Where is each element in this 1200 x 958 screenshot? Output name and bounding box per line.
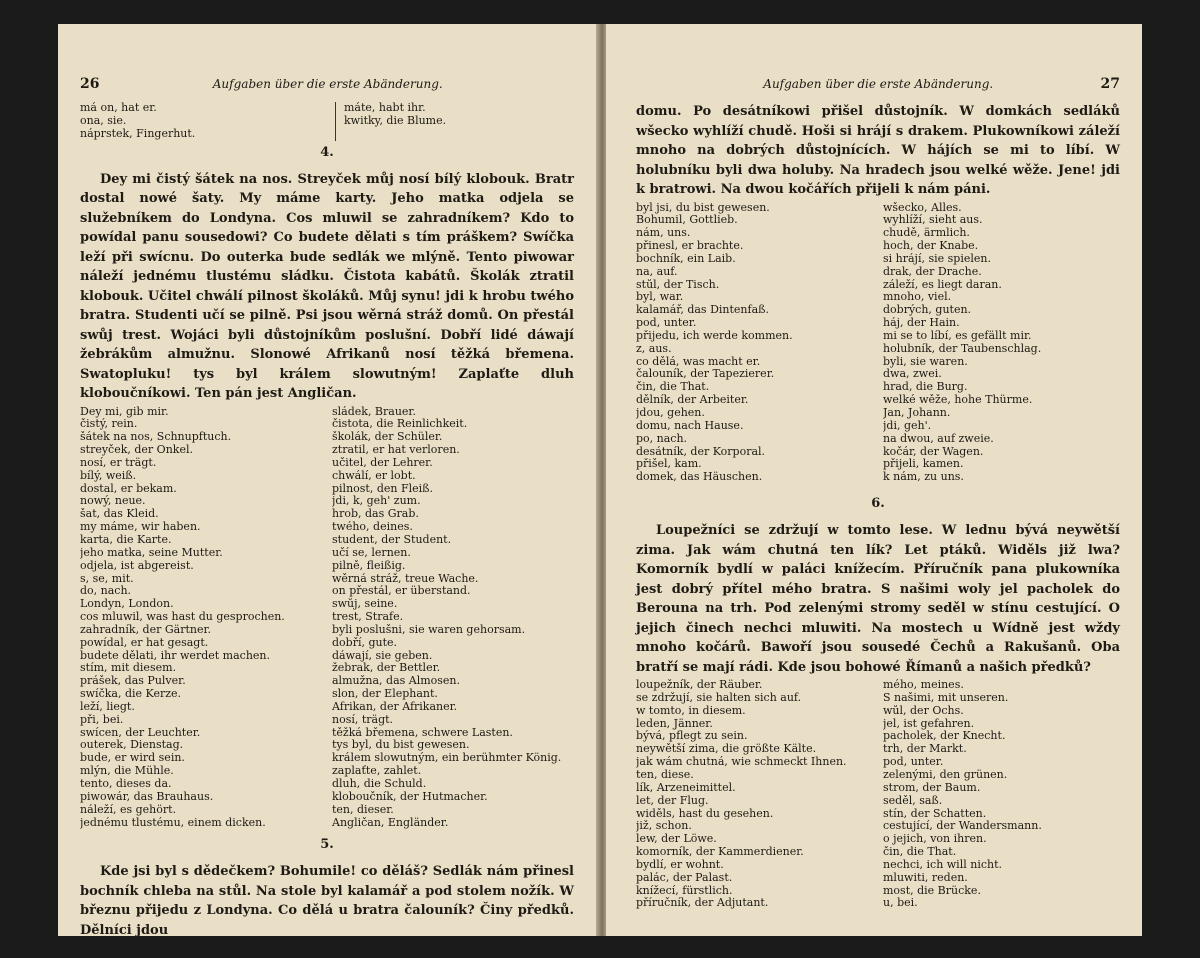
vocab-entry: student, der Student. bbox=[332, 533, 452, 546]
vocab-entry: do, nach. bbox=[80, 585, 132, 598]
vocab-entry: piwowár, das Brauhaus. bbox=[80, 790, 214, 803]
vocab-entry: přijedu, ich werde kommen. bbox=[636, 329, 793, 342]
vocab-entry: wěrná stráž, treue Wache. bbox=[332, 572, 479, 585]
vocab-entry: králem slowutným, ein berühmter König. bbox=[332, 752, 562, 765]
vocab-entry: pilně, fleißig. bbox=[332, 559, 406, 572]
vocab-entry: tys byl, du bist gewesen. bbox=[332, 739, 470, 752]
vocab-entry: tento, dieses da. bbox=[80, 778, 172, 790]
vocab-entry: nowý, neue. bbox=[80, 495, 146, 508]
exercise-text-6: Loupežníci se zdržují w tomto lese. W lednu bývá neywětší zima. Jak wám chutná ten lík? Let ptáků. Widěls již lwa? Komorník bydlí w paláci knížecím. Příručník pana plukowníka jest dobrý přítel mého bratra. S našimi woly jel pacholek do Berouna na trh. Pod zelenými stromy seděl w stínu cestující. O jejich činech nechci mluwiti. Na mostech u Wídně jest wždy mnoho kočárů. Bawoří jsou sousedé Čechů a Rakušanů. Oba bratří se mají rádi. Kde jsou bohowé Římanů a našich předků? bbox=[636, 523, 1120, 675]
vocab-entry: dělník, der Arbeiter. bbox=[636, 394, 749, 407]
vocab-entry: knížecí, fürstlich. bbox=[636, 884, 733, 897]
vocab-entry: bývá, pflegt zu sein. bbox=[636, 730, 748, 743]
vocab-entry: čin, die That. bbox=[883, 846, 957, 859]
vocab-entry: stůl, der Tisch. bbox=[636, 278, 720, 291]
vocab-4-col1 bbox=[80, 406, 322, 830]
vocab-entry: dobrých, guten. bbox=[883, 304, 972, 317]
vocab-entry: holubník, der Taubenschlag. bbox=[883, 342, 1042, 355]
vocab-entry: wšecko, Alles. bbox=[883, 201, 962, 214]
vocab-entry: kloboučník, der Hutmacher. bbox=[332, 790, 488, 803]
vocab-entry: bydlí, er wohnt. bbox=[636, 858, 724, 871]
vocab-entry: příručník, der Adjutant. bbox=[636, 897, 769, 910]
vocab-entry: dwa, zwei. bbox=[883, 368, 942, 381]
vocab-entry: dáwají, sie geben. bbox=[332, 649, 433, 662]
vocab-entry: mého, meines. bbox=[883, 679, 964, 692]
exercise-text-4: Dey mi čistý šátek na nos. Streyček můj nosí bílý klobouk. Bratr dostal nowé šaty. My máme karty. Jeho matka odjela se služebníkem do Londyna. Cos mluwil se zahradníkem? Kdo to powídal panu sousedowi? Co budete dělati s tím práškem? Swíčka leží při swícnu. Do outerka bude sedlák we mlýně. Tento piwowar náleží jednému tlustému sládku. Čistota kabátů. Školák ztratil klobouk. Učitel chwálí pilnost školáků. Můj synu! jdi k hrobu twého bratra. Studenti učí se pilně. Psi jsou wěrná stráž domů. On přestál swůj trest. Wojáci byli důstojníkům poslušní. Dobří lidé dáwají žebrákům almužnu. Slonowé Afrikanů nosí těžká břemena. Swatopluku! tys byl králem slowutným! Zaplaťte dluh kloboučníkowi. Ten pán jest Angličan. bbox=[80, 171, 574, 402]
vocab-entry: učí se, lernen. bbox=[332, 546, 411, 559]
vocab-entry: ztratil, er hat verloren. bbox=[332, 444, 460, 457]
vocab-entry: karta, die Karte. bbox=[80, 533, 172, 546]
vocab-entry: cos mluwil, was hast du gesprochen. bbox=[80, 611, 285, 624]
vocab-entry: mi se to líbí, es gefällt mir. bbox=[883, 329, 1032, 342]
vocab-entry: swícen, der Leuchter. bbox=[80, 726, 201, 739]
vocab-entry: při, bei. bbox=[80, 713, 124, 726]
vocab-entry: odjela, ist abgereist. bbox=[80, 559, 194, 572]
exercise-text-5: Kde jsi byl s dědečkem? Bohumile! co děláš? Sedlák nám přinesl bochník chleba na stůl. Na stole byl kalamář a pod stolem nožík. W březnu přijedu z Londyna. Co dělá u bratra čalouník? Činy předků. Dělníci jdou bbox=[80, 864, 574, 936]
vocab-entry: wyhlíží, sieht aus. bbox=[883, 214, 983, 227]
section-number-5: 5. bbox=[320, 837, 334, 853]
vocab-entry: čistý, rein. bbox=[80, 418, 138, 431]
vocab-entry: pilnost, den Fleiß. bbox=[332, 482, 433, 495]
vocab-entry: cestující, der Wandersmann. bbox=[883, 820, 1042, 833]
vocab-entry: chwálí, er lobt. bbox=[332, 469, 416, 482]
vocab-entry: welké wěže, hohe Thürme. bbox=[883, 394, 1033, 407]
vocab-entry: lík, Arzeneimittel. bbox=[636, 781, 736, 794]
vocab-entry: seděl, saß. bbox=[883, 794, 943, 807]
vocab-entry: on přestál, er überstand. bbox=[332, 585, 471, 598]
vocab-entry: let, der Flug. bbox=[636, 794, 709, 807]
vocab-entry: čalouník, der Tapezierer. bbox=[636, 368, 775, 381]
vocab-entry: pod, unter. bbox=[636, 317, 697, 330]
vocab-entry: s, se, mit. bbox=[80, 572, 134, 585]
vocab-entry: streyček, der Onkel. bbox=[80, 444, 193, 457]
vocab-entry: leden, Jänner. bbox=[636, 717, 713, 730]
vocab-entry: twého, deines. bbox=[332, 521, 413, 534]
vocab-entry: byli, sie waren. bbox=[883, 355, 968, 368]
vocab-entry: hoch, der Knabe. bbox=[883, 240, 979, 253]
vocab-entry: ona, sie. bbox=[80, 114, 127, 127]
vocab-entry: přišel, kam. bbox=[636, 458, 702, 471]
vocab-entry: ten, dieser. bbox=[332, 803, 394, 816]
vocab-entry: leží, liegt. bbox=[80, 700, 135, 713]
vocab-entry: lew, der Löwe. bbox=[636, 833, 717, 846]
vocab-entry: učitel, der Lehrer. bbox=[332, 456, 433, 469]
vocab-4-col2 bbox=[322, 406, 574, 830]
vocab-entry: jak wám chutná, wie schmeckt Ihnen. bbox=[636, 756, 847, 769]
right-page-body bbox=[636, 102, 1120, 910]
vocab-entry: pacholek, der Knecht. bbox=[883, 730, 1006, 743]
vocab-entry: palác, der Palast. bbox=[636, 871, 733, 884]
left-running-head bbox=[80, 76, 576, 92]
vocab-entry: Jan, Johann. bbox=[883, 407, 951, 419]
vocab-entry: drak, der Drache. bbox=[883, 265, 982, 278]
vocab-entry: náprstek, Fingerhut. bbox=[80, 127, 196, 140]
vocab-entry: záleží, es liegt daran. bbox=[883, 278, 1002, 291]
vocab-entry: dluh, die Schuld. bbox=[332, 778, 427, 790]
vocab-entry: jednému tlustému, einem dicken. bbox=[80, 816, 266, 829]
vocab-entry: slon, der Elephant. bbox=[332, 688, 438, 701]
vocab-entry: neywětší zima, die größte Kälte. bbox=[636, 743, 817, 756]
vocab-entry: kočár, der Wagen. bbox=[883, 445, 984, 458]
vocab-entry: desátník, der Korporal. bbox=[636, 445, 766, 458]
vocab-entry: jdi, k, geh' zum. bbox=[332, 495, 421, 508]
vocab-entry: nosí, er trägt. bbox=[80, 456, 157, 469]
vocab-entry: školák, der Schüler. bbox=[332, 431, 443, 444]
right-page bbox=[606, 24, 1142, 936]
vocab-entry: šátek na nos, Schnupftuch. bbox=[80, 431, 232, 444]
vocab-entry: bude, er wird sein. bbox=[80, 752, 185, 765]
exercise-text-5-continued: domu. Po desátníkowi přišel důstojník. W domkách sedláků wšecko wyhlíží chudě. Hoši si hrájí s drakem. Plukowníkowi záleží mnoho na dobrých důstojnících. W hájích se mi to líbí. W holubníku byli dwa holuby. Na hradech jsou welké wěže. Jene! jdi k bratrowi. Na dwou kočářích přijeli k nám páni. bbox=[636, 104, 1120, 197]
vocab-entry: swíčka, die Kerze. bbox=[80, 688, 182, 701]
right-running-head bbox=[636, 76, 1120, 92]
vocab-entry: má on, hat er. bbox=[80, 102, 157, 114]
vocab-entry: nechci, ich will nicht. bbox=[883, 858, 1003, 871]
vocab-entry: most, die Brücke. bbox=[883, 884, 981, 897]
vocab-entry: Bohumil, Gottlieb. bbox=[636, 214, 738, 227]
vocab-5 bbox=[636, 202, 1120, 485]
vocab-entry: Londyn, London. bbox=[80, 598, 174, 611]
vocab-entry: mnoho, viel. bbox=[883, 291, 952, 304]
vocab-entry: almužna, das Almosen. bbox=[332, 675, 461, 688]
vocab-entry: stím, mit diesem. bbox=[80, 662, 177, 675]
vocab-entry: čistota, die Reinlichkeit. bbox=[332, 418, 468, 431]
top-vocab-col2 bbox=[335, 102, 574, 141]
vocab-entry: háj, der Hain. bbox=[883, 317, 960, 330]
vocab-entry: si hrájí, sie spielen. bbox=[883, 252, 991, 265]
vocab-entry: přijeli, kamen. bbox=[883, 458, 964, 471]
vocab-entry: widěls, hast du gesehen. bbox=[636, 807, 774, 820]
vocab-entry: mlýn, die Mühle. bbox=[80, 765, 174, 778]
vocab-entry: powídal, er hat gesagt. bbox=[80, 636, 209, 649]
vocab-entry: zelenými, den grünen. bbox=[883, 768, 1008, 781]
page-number: 27 bbox=[1100, 76, 1120, 92]
vocab-entry: jel, ist gefahren. bbox=[883, 717, 975, 730]
vocab-entry: pod, unter. bbox=[883, 756, 944, 769]
vocab-entry: Afrikan, der Afrikaner. bbox=[332, 700, 458, 713]
top-vocab bbox=[80, 102, 574, 141]
section-number-6: 6. bbox=[871, 496, 885, 512]
vocab-entry: jdi, geh'. bbox=[883, 419, 932, 432]
vocab-entry: nám, uns. bbox=[636, 227, 691, 240]
vocab-entry: na dwou, auf zweie. bbox=[883, 432, 994, 445]
vocab-entry: na, auf. bbox=[636, 265, 678, 278]
vocab-entry: žebrak, der Bettler. bbox=[332, 662, 441, 675]
vocab-entry: zahradník, der Gärtner. bbox=[80, 623, 212, 636]
vocab-4 bbox=[80, 406, 574, 830]
vocab-entry: chudě, ärmlich. bbox=[883, 227, 970, 240]
vocab-entry: domek, das Häuschen. bbox=[636, 471, 763, 484]
vocab-entry: trest, Strafe. bbox=[332, 611, 404, 624]
vocab-entry: máte, habt ihr. bbox=[344, 102, 426, 114]
vocab-entry: o jejich, von ihren. bbox=[883, 833, 987, 846]
vocab-entry: přinesl, er brachte. bbox=[636, 240, 744, 253]
vocab-5-col2 bbox=[873, 202, 1120, 485]
vocab-entry: mluwiti, reden. bbox=[883, 871, 968, 884]
vocab-entry: čin, die That. bbox=[636, 381, 710, 394]
vocab-entry: Dey mi, gib mir. bbox=[80, 405, 169, 418]
vocab-entry: sládek, Brauer. bbox=[332, 405, 416, 418]
vocab-entry: po, nach. bbox=[636, 432, 688, 445]
vocab-entry: šat, das Kleid. bbox=[80, 508, 159, 521]
vocab-entry: hrad, die Burg. bbox=[883, 381, 968, 394]
vocab-entry: trh, der Markt. bbox=[883, 743, 967, 756]
vocab-entry: S našimi, mit unseren. bbox=[883, 691, 1009, 704]
vocab-entry: k nám, zu uns. bbox=[883, 471, 964, 484]
top-vocab-col1 bbox=[80, 102, 335, 141]
vocab-entry: nosí, trägt. bbox=[332, 713, 394, 726]
vocab-entry: byl, war. bbox=[636, 291, 684, 304]
vocab-6 bbox=[636, 679, 1120, 910]
vocab-entry: my máme, wir haben. bbox=[80, 521, 201, 534]
vocab-entry: Angličan, Engländer. bbox=[332, 816, 449, 829]
vocab-entry: dostal, er bekam. bbox=[80, 482, 177, 495]
vocab-entry: budete dělati, ihr werdet machen. bbox=[80, 649, 270, 662]
vocab-entry: hrob, das Grab. bbox=[332, 508, 419, 521]
vocab-entry: domu, nach Hause. bbox=[636, 419, 744, 432]
left-page-body bbox=[80, 102, 574, 936]
left-page bbox=[58, 24, 598, 936]
vocab-entry: prášek, das Pulver. bbox=[80, 675, 186, 688]
vocab-entry: zaplaťte, zahlet. bbox=[332, 765, 422, 778]
vocab-entry: jeho matka, seine Mutter. bbox=[80, 546, 223, 559]
vocab-entry: u, bei. bbox=[883, 897, 918, 910]
vocab-entry: outerek, Dienstag. bbox=[80, 739, 184, 752]
vocab-entry: byl jsi, du bist gewesen. bbox=[636, 201, 770, 214]
vocab-entry: swůj, seine. bbox=[332, 598, 398, 611]
vocab-entry: ten, diese. bbox=[636, 768, 694, 781]
vocab-6-col1 bbox=[636, 679, 873, 910]
running-title: Aufgaben über die erste Abänderung. bbox=[763, 77, 994, 91]
vocab-entry: loupežník, der Räuber. bbox=[636, 679, 763, 692]
vocab-5-col1 bbox=[636, 202, 873, 485]
vocab-entry: již, schon. bbox=[636, 820, 692, 833]
vocab-entry: co dělá, was macht er. bbox=[636, 355, 761, 368]
page-number: 26 bbox=[80, 76, 100, 92]
section-number-4: 4. bbox=[320, 144, 334, 160]
vocab-entry: náleží, es gehört. bbox=[80, 803, 177, 816]
vocab-6-col2 bbox=[873, 679, 1120, 910]
vocab-entry: komorník, der Kammerdiener. bbox=[636, 846, 804, 859]
vocab-entry: wůl, der Ochs. bbox=[883, 704, 964, 717]
vocab-entry: těžká břemena, schwere Lasten. bbox=[332, 726, 513, 739]
vocab-entry: byli poslušni, sie waren gehorsam. bbox=[332, 623, 526, 636]
vocab-entry: se zdržují, sie halten sich auf. bbox=[636, 691, 802, 704]
vocab-entry: dobří, gute. bbox=[332, 636, 398, 649]
vocab-entry: kalamář, das Dintenfaß. bbox=[636, 304, 769, 317]
running-title: Aufgaben über die erste Abänderung. bbox=[212, 77, 443, 91]
vocab-entry: stín, der Schatten. bbox=[883, 807, 987, 820]
vocab-entry: kwitky, die Blume. bbox=[344, 114, 447, 127]
vocab-entry: strom, der Baum. bbox=[883, 781, 981, 794]
vocab-entry: bílý, weiß. bbox=[80, 469, 137, 482]
vocab-entry: jdou, gehen. bbox=[636, 407, 705, 419]
vocab-entry: z, aus. bbox=[636, 342, 672, 355]
vocab-entry: bochník, ein Laib. bbox=[636, 252, 736, 265]
vocab-entry: w tomto, in diesem. bbox=[636, 704, 746, 717]
